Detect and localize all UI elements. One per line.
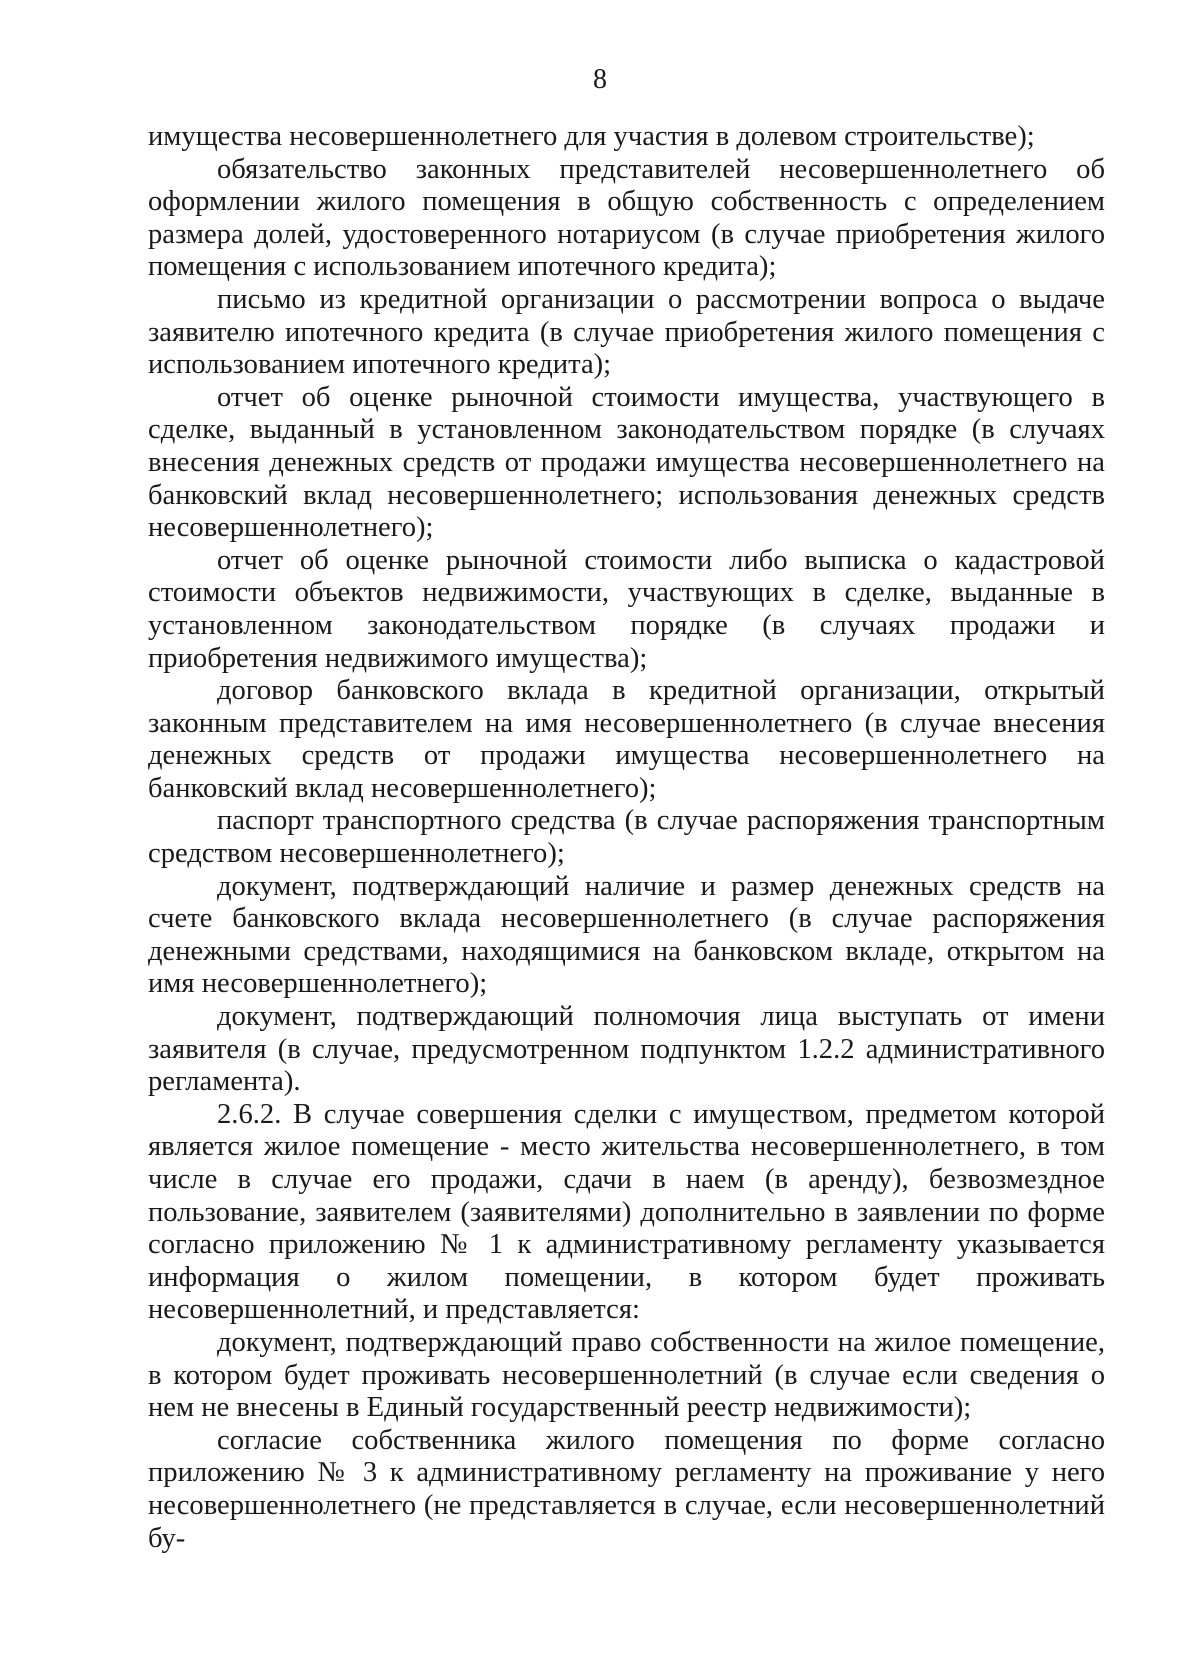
paragraph: согласие собственника жилого помещения по форме согласно приложению № 3 к административному регламенту на проживание у него несовершеннолетнего (не представляется в случае, если несовершеннолетний бу-: [148, 1424, 1105, 1554]
paragraph-section-2-6-2: 2.6.2. В случае совершения сделки с имуществом, предметом которой является жилое помещение - место жительства несовершеннолетнего, в том числе в случае его продажи, сдачи в наем (в аренду), безвозмездное пользование, заявителем (заявителями) дополнительно в заявлении по форме согласно приложению № 1 к административному регламенту указывается информация о жилом помещении, в котором будет проживать несовершеннолетний, и представляется:: [148, 1098, 1105, 1326]
paragraph: отчет об оценке рыночной стоимости имущества, участвующего в сделке, выданный в установленном законодательством порядке (в случаях внесения денежных средств от продажи имущества несовершеннолетнего на банковский вклад несовершеннолетнего; использования денежных средств несовершеннолетнего);: [148, 381, 1105, 544]
paragraph: паспорт транспортного средства (в случае распоряжения транспортным средством несовершеннолетнего);: [148, 805, 1105, 870]
paragraph: документ, подтверждающий право собственности на жилое помещение, в котором будет проживать несовершеннолетний (в случае если сведения о нем не внесены в Единый государственный реестр недвижимости);: [148, 1326, 1105, 1424]
paragraph: договор банковского вклада в кредитной организации, открытый законным представителем на имя несовершеннолетнего (в случае внесения денежных средств от продажи имущества несовершеннолетнего на банковский вклад несовершеннолетнего);: [148, 675, 1105, 804]
paragraph: документ, подтверждающий наличие и размер денежных средств на счете банковского вклада несовершеннолетнего (в случае распоряжения денежными средствами, находящимися на банковском вкладе, открытом на имя несовершеннолетнего);: [148, 870, 1105, 1000]
paragraph: документ, подтверждающий полномочия лица выступать от имени заявителя (в случае, предусмотренном подпунктом 1.2.2 административного регламента).: [148, 1001, 1105, 1098]
paragraph: обязательство законных представителей несовершеннолетнего об оформлении жилого помещения в общую собственность с определением размера долей, удостоверенного нотариусом (в случае приобретения жилого помещения с использованием ипотечного кредита);: [148, 153, 1105, 283]
paragraph: отчет об оценке рыночной стоимости либо выписка о кадастровой стоимости объектов недвижимости, участвующих в сделке, выданные в установленном законодательством порядке (в случаях продажи и приобретения недвижимого имущества);: [148, 544, 1105, 674]
paragraph: письмо из кредитной организации о рассмотрении вопроса о выдаче заявителю ипотечного кредита (в случае приобретения жилого помещения с использованием ипотечного кредита);: [148, 283, 1105, 381]
document-body: [148, 121, 1105, 1555]
page-number: 8: [593, 64, 607, 95]
paragraph-continuation: имущества несовершеннолетнего для участия в долевом строительстве);: [148, 121, 1035, 152]
